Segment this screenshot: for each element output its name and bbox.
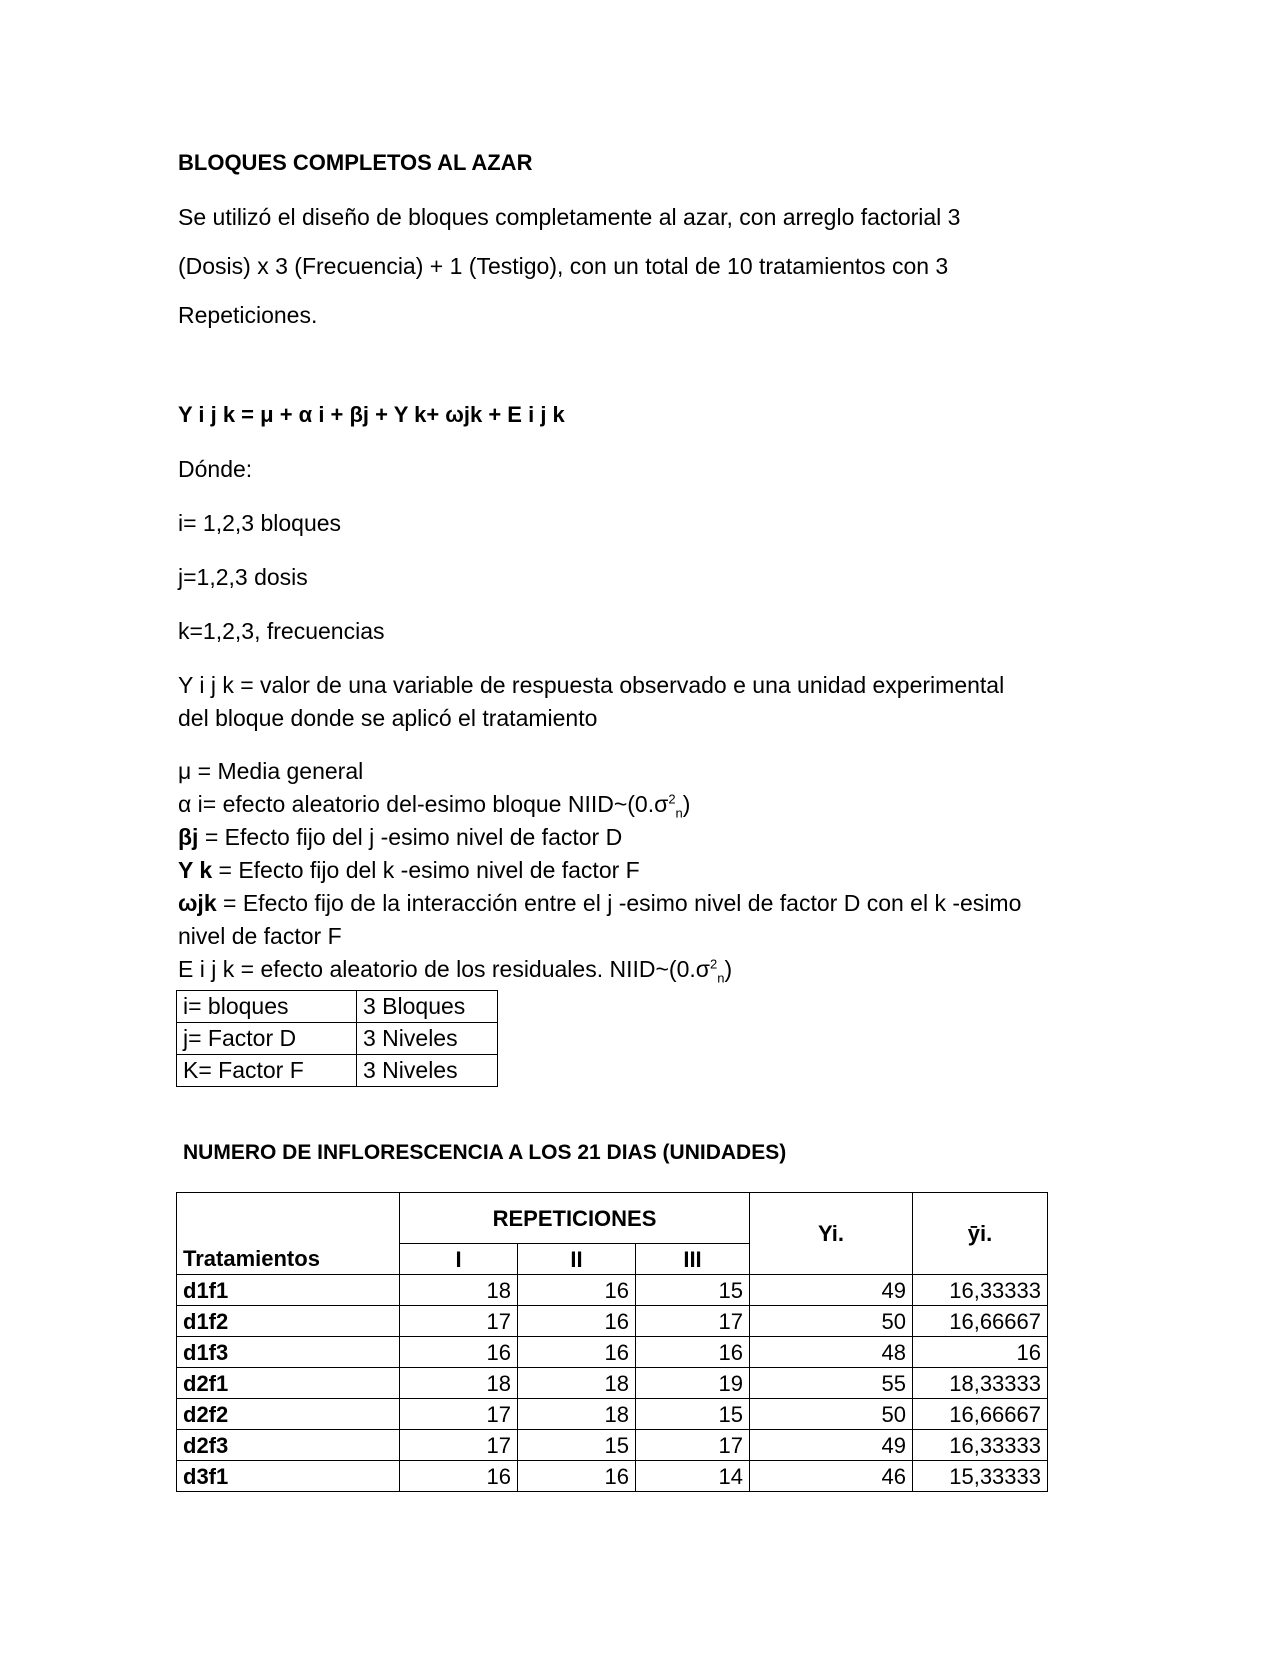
page-title: BLOQUES COMPLETOS AL AZAR bbox=[178, 150, 533, 175]
factor-value: 3 Bloques bbox=[357, 991, 498, 1023]
repeticiones-header: REPETICIONES bbox=[400, 1193, 750, 1244]
model-equation: Y i j k = μ + α i + βj + Y k+ ωjk + E i j k bbox=[178, 402, 565, 427]
data-table-title: NUMERO DE INFLORESCENCIA A LOS 21 DIAS (UNIDADES) bbox=[183, 1141, 787, 1164]
table-row bbox=[177, 1430, 1048, 1461]
table-row bbox=[177, 1368, 1048, 1399]
rep-i-value: 17 bbox=[400, 1430, 518, 1461]
index-k: k=1,2,3, frecuencias bbox=[178, 618, 385, 644]
rep-i-value: 18 bbox=[400, 1368, 518, 1399]
rep-ii-value: 16 bbox=[518, 1461, 636, 1492]
rep-iii-value: 16 bbox=[636, 1337, 750, 1368]
rep-ii-value: 16 bbox=[518, 1306, 636, 1337]
factor-label: i= bloques bbox=[177, 991, 357, 1023]
table-row bbox=[177, 1399, 1048, 1430]
index-j: j=1,2,3 dosis bbox=[178, 564, 308, 590]
donde-label: Dónde: bbox=[178, 456, 253, 482]
gamma-definition: Y k = Efecto fijo del k -esimo nivel de factor F bbox=[178, 857, 640, 883]
rep-i-value: 16 bbox=[400, 1461, 518, 1492]
omega-definition-line-2: nivel de factor F bbox=[178, 923, 342, 949]
factor-label: K= Factor F bbox=[177, 1055, 357, 1087]
alpha-definition: α i= efecto aleatorio del-esimo bloque $NIID\sim(0.\sigma^2_n)$ bbox=[178, 791, 691, 821]
treatment-name: d2f2 bbox=[177, 1399, 400, 1430]
rep-iii-value: 15 bbox=[636, 1275, 750, 1306]
table-row bbox=[177, 1461, 1048, 1492]
table-header-row bbox=[177, 1193, 1048, 1244]
treatment-name: d1f2 bbox=[177, 1306, 400, 1337]
rep-iii-value: 17 bbox=[636, 1430, 750, 1461]
index-i: i= 1,2,3 bloques bbox=[178, 510, 342, 536]
yi-value: 55 bbox=[750, 1368, 913, 1399]
inflorescence-table bbox=[176, 1192, 1048, 1492]
rep-ii-value: 15 bbox=[518, 1430, 636, 1461]
ybar-header: ȳi. bbox=[913, 1193, 1048, 1275]
rep-ii-value: 16 bbox=[518, 1275, 636, 1306]
rep-i-value: 16 bbox=[400, 1337, 518, 1368]
ybar-value: 18,33333 bbox=[913, 1368, 1048, 1399]
factor-value: 3 Niveles bbox=[357, 1055, 498, 1087]
table-row bbox=[177, 1055, 498, 1087]
treatment-name: d2f3 bbox=[177, 1430, 400, 1461]
rep-ii-header: II bbox=[518, 1244, 636, 1275]
factors-table bbox=[176, 990, 498, 1087]
yi-value: 50 bbox=[750, 1306, 913, 1337]
rep-iii-header: III bbox=[636, 1244, 750, 1275]
omega-definition: ωjk = Efecto fijo de la interacción entre el j -esimo nivel de factor D con el k -esimo bbox=[178, 890, 1022, 916]
yi-value: 50 bbox=[750, 1399, 913, 1430]
ybar-value: 16,33333 bbox=[913, 1275, 1048, 1306]
rep-ii-value: 16 bbox=[518, 1337, 636, 1368]
treatment-name: d3f1 bbox=[177, 1461, 400, 1492]
yi-value: 48 bbox=[750, 1337, 913, 1368]
rep-i-header: I bbox=[400, 1244, 518, 1275]
factor-value: 3 Niveles bbox=[357, 1023, 498, 1055]
ybar-value: 16,66667 bbox=[913, 1399, 1048, 1430]
yi-header: Yi. bbox=[750, 1193, 913, 1275]
yijk-definition-line-1: Y i j k = valor de una variable de respuesta observado e una unidad experimental bbox=[178, 672, 1005, 698]
intro-line-2: (Dosis) x 3 (Frecuencia) + 1 (Testigo), con un total de 10 tratamientos con 3 bbox=[178, 253, 949, 279]
yi-value: 49 bbox=[750, 1275, 913, 1306]
ybar-value: 16 bbox=[913, 1337, 1048, 1368]
rep-i-value: 17 bbox=[400, 1306, 518, 1337]
tratamientos-header: Tratamientos bbox=[177, 1244, 400, 1275]
beta-definition: βj = Efecto fijo del j -esimo nivel de factor D bbox=[178, 824, 623, 850]
rep-iii-value: 19 bbox=[636, 1368, 750, 1399]
yijk-definition-line-2: del bloque donde se aplicó el tratamiento bbox=[178, 705, 598, 731]
treatment-name: d1f1 bbox=[177, 1275, 400, 1306]
error-definition: E i j k = efecto aleatorio de los residuales. $NIID\sim(0.\sigma^2_n)$ bbox=[178, 956, 733, 986]
yi-value: 49 bbox=[750, 1430, 913, 1461]
treatment-name: d1f3 bbox=[177, 1337, 400, 1368]
table-row bbox=[177, 1337, 1048, 1368]
rep-i-value: 17 bbox=[400, 1399, 518, 1430]
ybar-value: 16,66667 bbox=[913, 1306, 1048, 1337]
mu-definition: μ = Media general bbox=[178, 758, 364, 784]
rep-iii-value: 14 bbox=[636, 1461, 750, 1492]
intro-line-3: Repeticiones. bbox=[178, 302, 318, 328]
factor-label: j= Factor D bbox=[177, 1023, 357, 1055]
ybar-value: 16,33333 bbox=[913, 1430, 1048, 1461]
table-row bbox=[177, 1275, 1048, 1306]
table-row bbox=[177, 1306, 1048, 1337]
ybar-value: 15,33333 bbox=[913, 1461, 1048, 1492]
intro-line-1: Se utilizó el diseño de bloques completamente al azar, con arreglo factorial 3 bbox=[178, 204, 961, 230]
header-empty-cell bbox=[177, 1193, 400, 1244]
rep-i-value: 18 bbox=[400, 1275, 518, 1306]
yi-value: 46 bbox=[750, 1461, 913, 1492]
treatment-name: d2f1 bbox=[177, 1368, 400, 1399]
table-row bbox=[177, 991, 498, 1023]
rep-ii-value: 18 bbox=[518, 1368, 636, 1399]
rep-iii-value: 17 bbox=[636, 1306, 750, 1337]
definitions-block bbox=[178, 755, 1021, 986]
rep-iii-value: 15 bbox=[636, 1399, 750, 1430]
rep-ii-value: 18 bbox=[518, 1399, 636, 1430]
table-row bbox=[177, 1023, 498, 1055]
